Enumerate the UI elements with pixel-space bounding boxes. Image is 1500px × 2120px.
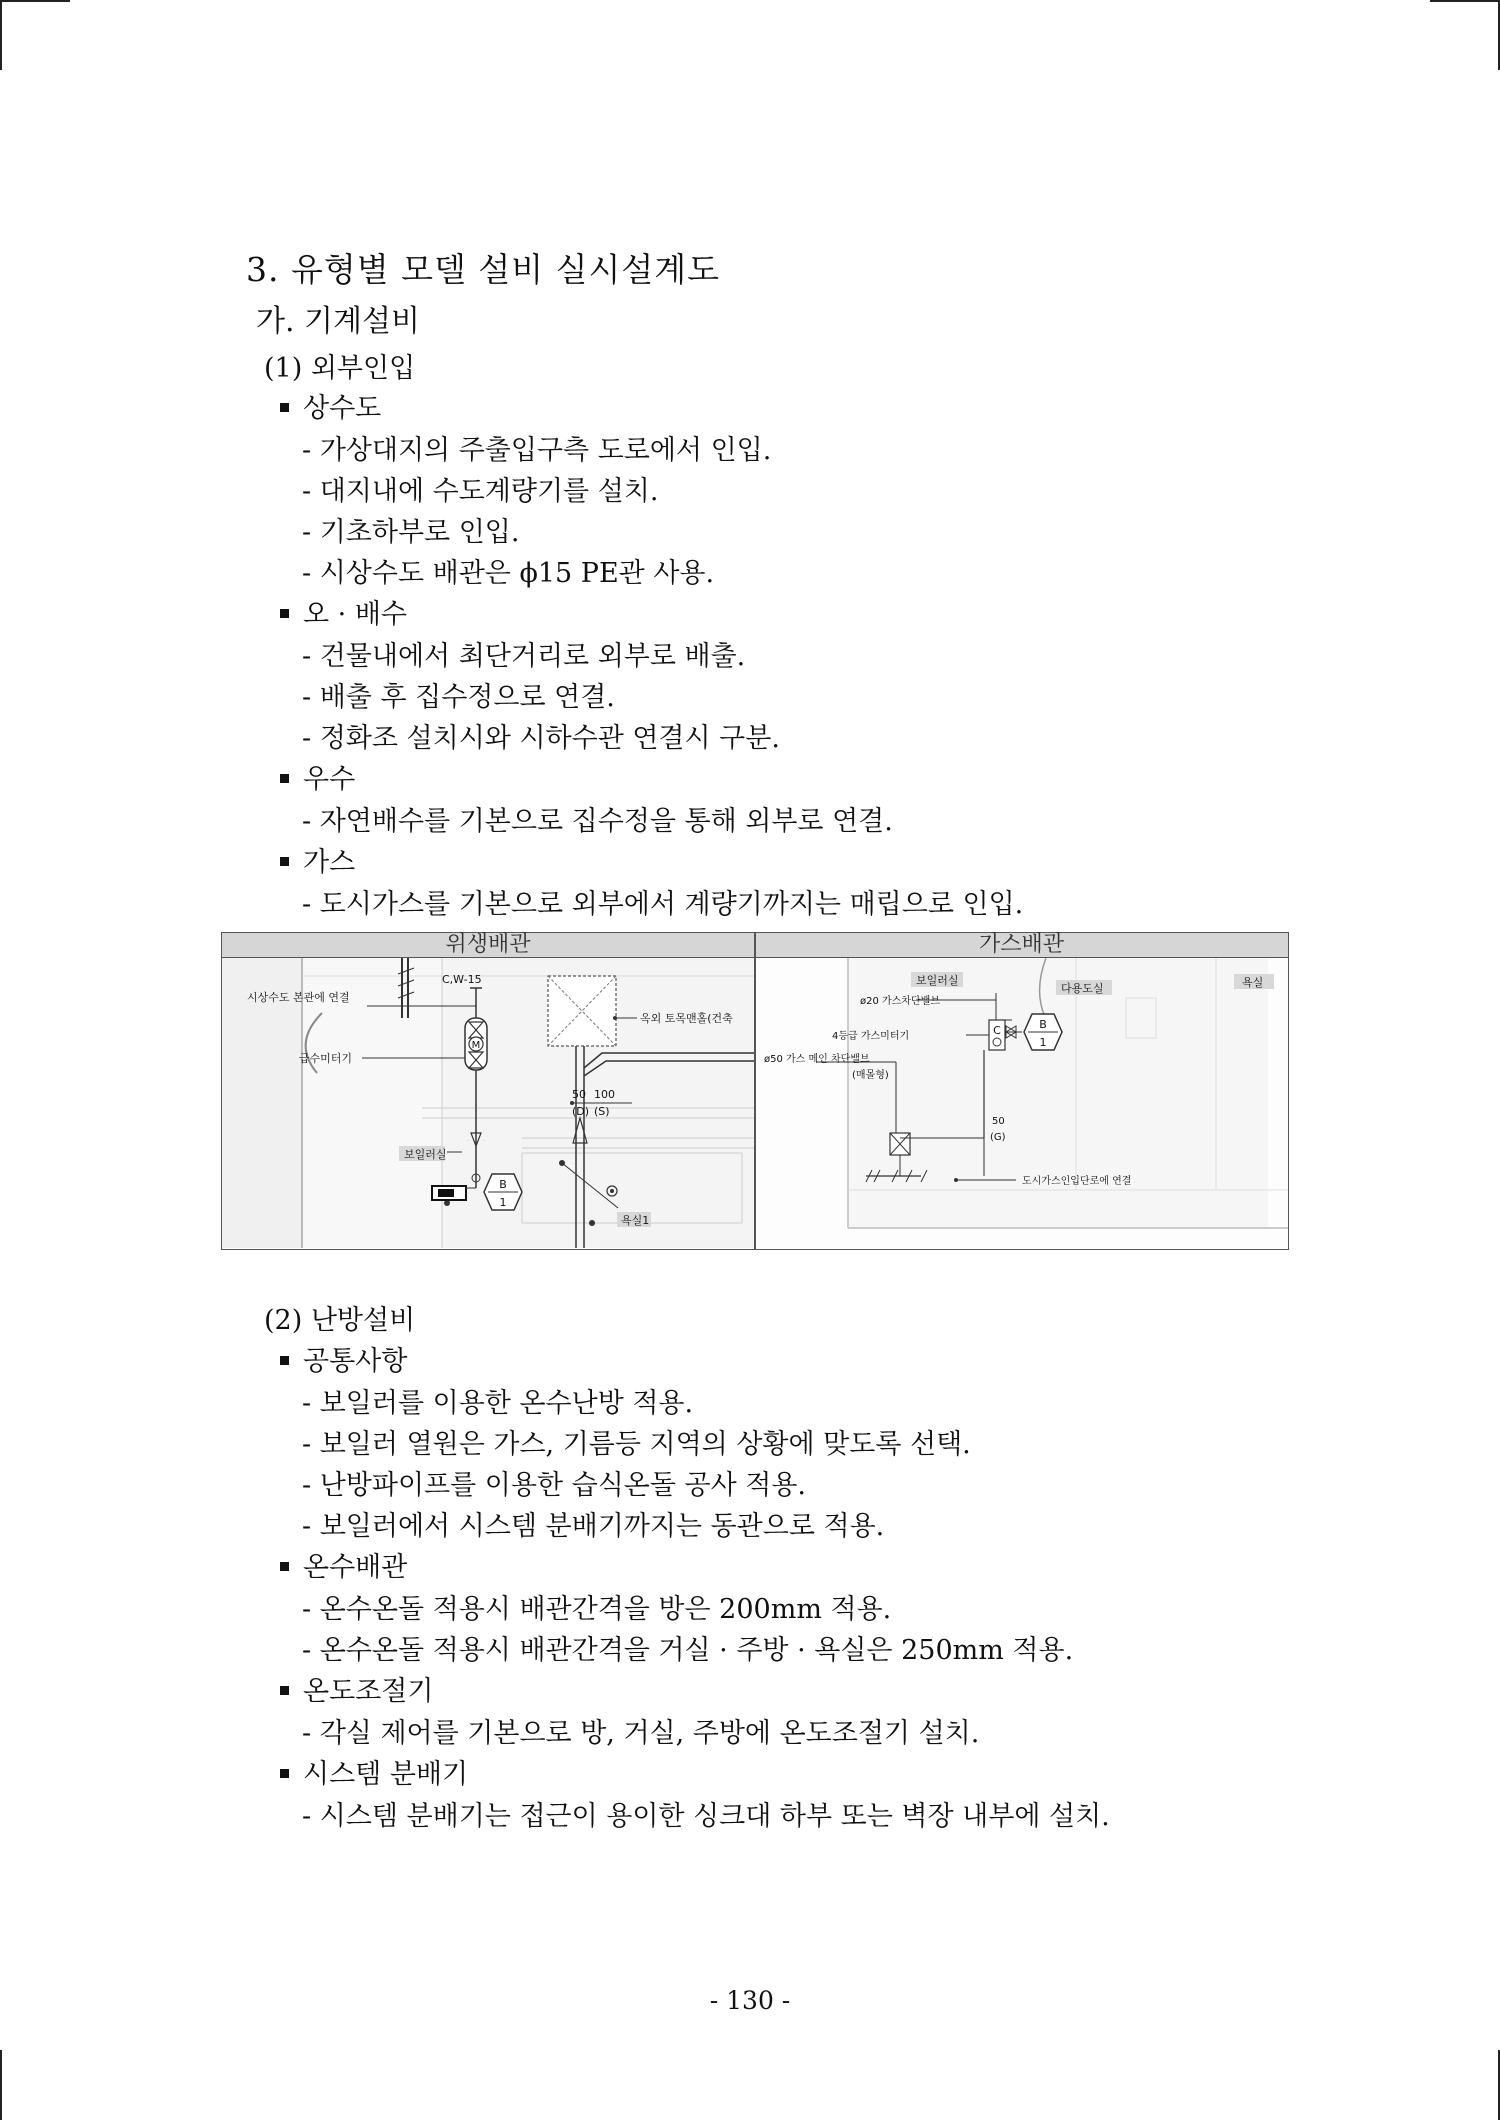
page-number: - 130 - <box>709 1986 791 2015</box>
list-item: - 보일러를 이용한 온수난방 적용. <box>302 1388 694 1419</box>
list-item: - 대지내에 수도계량기를 설치. <box>302 476 659 507</box>
label-main-connection: 시상수도 본관에 연결 <box>247 991 350 1004</box>
list-item: - 정화조 설치시와 시하수관 연결시 구분. <box>302 723 780 754</box>
label-cw: C,W-15 <box>442 973 482 986</box>
page-heading: 3. 유형별 모델 설비 실시설계도 <box>246 250 720 289</box>
list-item: - 배출 후 집수정으로 연결. <box>302 682 615 713</box>
label-meter4: 4등급 가스미터기 <box>832 1031 910 1042</box>
label-g50: 50 <box>992 1116 1005 1127</box>
hex-b: B <box>499 1178 507 1191</box>
label-bath1: 욕실1 <box>621 1214 650 1227</box>
label-city-gas: 도시가스인입단로에 연결 <box>1022 1176 1132 1187</box>
list-item: - 가상대지의 주출입구측 도로에서 인입. <box>302 435 772 466</box>
list-item: - 보일러에서 시스템 분배기까지는 동관으로 적용. <box>302 1511 885 1542</box>
crop-mark <box>1430 0 1500 2</box>
crop-mark <box>0 2050 2 2120</box>
label-bathroom: 욕실 <box>1242 976 1264 989</box>
list-item: - 온수온돌 적용시 배관간격을 거실 · 주방 · 욕실은 250mm 적용. <box>302 1635 1074 1666</box>
label-boiler-room: 보일러실 <box>404 1148 447 1161</box>
label-valve20: ø20 가스차단밸브 <box>860 996 940 1007</box>
bullet-distributor: 시스템 분배기 <box>280 1752 468 1791</box>
hex-1: 1 <box>1039 1036 1047 1049</box>
list-item: - 각실 제어를 기본으로 방, 거실, 주방에 온도조절기 설치. <box>302 1718 980 1749</box>
list-item: - 난방파이프를 이용한 습식온돌 공사 적용. <box>302 1470 807 1501</box>
bullet-gas: 가스 <box>280 840 355 879</box>
sub-heading: 가. 기계설비 <box>256 304 420 339</box>
bullet-rainwater: 우수 <box>280 757 355 796</box>
label-gmark: (G) <box>990 1132 1006 1143</box>
label-dmark: (D) <box>572 1105 590 1118</box>
label-utility-room: 다용도실 <box>1061 982 1104 995</box>
list-item: - 보일러 열원은 가스, 기름등 지역의 상황에 맞도록 선택. <box>302 1429 971 1460</box>
section-title-heating: (2) 난방설비 <box>264 1305 416 1336</box>
list-item: - 도시가스를 기본으로 외부에서 계량기까지는 매립으로 인입. <box>302 889 1024 920</box>
gas-meter-c: C <box>993 1024 1001 1037</box>
bullet-hot-water-piping: 온수배관 <box>280 1545 407 1584</box>
bullet-drainage: 오 · 배수 <box>280 592 407 631</box>
section-title-intake: (1) 외부인입 <box>264 353 416 384</box>
label-buried: (매몰형) <box>852 1070 889 1081</box>
crop-mark <box>0 0 70 2</box>
hex-1: 1 <box>499 1196 507 1209</box>
hex-b: B <box>1039 1018 1047 1031</box>
label-valve50: ø50 가스 메인 차단밸브 <box>764 1054 870 1065</box>
label-boiler-room: 보일러실 <box>916 974 959 987</box>
bullet-thermostat: 온도조절기 <box>280 1669 433 1708</box>
meter-m-label: M <box>471 1040 481 1051</box>
list-item: - 온수온돌 적용시 배관간격을 방은 200mm 적용. <box>302 1594 892 1625</box>
list-item: - 기초하부로 인입. <box>302 517 520 548</box>
figure-title-gas: 가스배관 <box>755 933 1288 958</box>
label-meter: 급수미터기 <box>298 1052 352 1065</box>
label-d50: 50 <box>572 1088 586 1101</box>
bullet-common: 공통사항 <box>280 1339 407 1378</box>
label-smark: (S) <box>594 1105 610 1118</box>
label-manhole: 옥외 토목맨홀(건축 <box>640 1012 733 1025</box>
list-item: - 시상수도 배관은 ϕ15 PE관 사용. <box>302 558 715 589</box>
sanitary-piping-drawing <box>222 958 754 1248</box>
bullet-water-supply: 상수도 <box>280 386 381 425</box>
piping-figure <box>221 932 1289 1250</box>
list-item: - 자연배수를 기본으로 집수정을 통해 외부로 연결. <box>302 806 893 837</box>
gas-piping-drawing <box>756 958 1288 1248</box>
crop-mark <box>0 0 2 70</box>
list-item: - 시스템 분배기는 접근이 용이한 싱크대 하부 또는 벽장 내부에 설치. <box>302 1801 1110 1832</box>
list-item: - 건물내에서 최단거리로 외부로 배출. <box>302 641 746 672</box>
label-d100: 100 <box>594 1088 615 1101</box>
figure-title-sanitary: 위생배관 <box>222 933 754 958</box>
